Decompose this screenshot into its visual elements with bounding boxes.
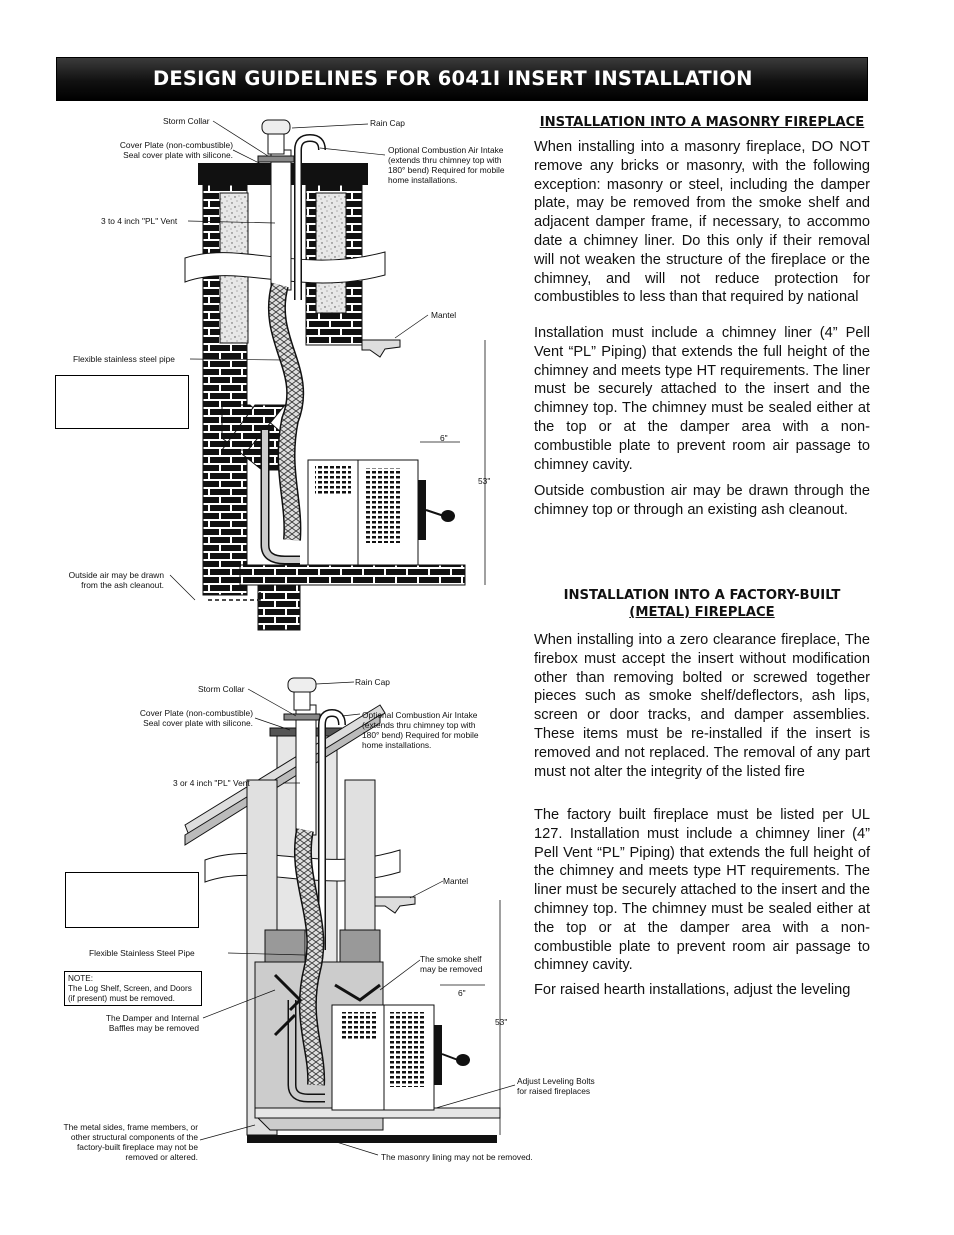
d2-mantel-label: Mantel	[443, 876, 469, 886]
masonry-paragraph-3: Outside combustion air may be drawn through the chimney top or through an existing ash cleanout.	[534, 483, 870, 518]
d2-rain-cap	[288, 678, 316, 692]
d2-smoke-shelf-label: The smoke shelf may be removed	[420, 954, 483, 974]
factory-heading-line-1: INSTALLATION INTO A FACTORY-BUILT	[563, 588, 841, 603]
masonry-paragraph-2: Installation must include a chimney liner (4” Pell Vent “PL” Piping) that extends the full height of the chimney and meets type HT requirements. The liner must be securely attached to the insert and the chimney top. The chimney must be sealed either at the top or at the damper area with a non-combustible plate to prevent room air passage to chimney cavity.	[534, 325, 870, 473]
masonry-heading: INSTALLATION INTO A MASONRY FIREPLACE	[539, 115, 865, 130]
d2-blank-box	[65, 872, 199, 928]
d1-dim-6-label: 6"	[440, 433, 448, 443]
page-title: DESIGN GUIDELINES FOR 6041I INSERT INSTALLATION	[153, 67, 753, 90]
d2-metal-sides-label: The metal sides, frame members, or other structural components of the factory-built fireplace may not be removed or altered.	[63, 1122, 198, 1162]
d1-air-intake-label: Optional Combustion Air Intake (extends thru chimney top with 180° bend) Required for mobile home installations.	[388, 145, 505, 185]
d2-leveling-label: Adjust Leveling Bolts for raised fireplaces	[517, 1076, 595, 1096]
d2-cover-plate-label: Cover Plate (non-combustible) Seal cover plate with silicone.	[139, 708, 253, 728]
d2-rain-cap-label: Rain Cap	[355, 677, 390, 687]
d1-cover-plate-label: Cover Plate (non-combustible) Seal cover plate with silicone.	[119, 140, 233, 160]
factory-paragraph-3: For raised hearth installations, adjust the leveling	[534, 982, 851, 998]
factory-heading-line-2: (METAL) FIREPLACE	[629, 605, 775, 620]
d1-outside-air-label: Outside air may be drawn from the ash cleanout.	[68, 570, 164, 590]
floor	[247, 1135, 497, 1143]
d2-dim-6-label: 6"	[458, 988, 466, 998]
d1-flex-pipe-label: Flexible stainless steel pipe	[73, 354, 175, 364]
d2-damper-label: The Damper and Internal Baffles may be removed	[105, 1013, 199, 1033]
d1-storm-collar-label: Storm Collar	[163, 116, 210, 126]
d1-mantel-label: Mantel	[431, 310, 457, 320]
d2-masonry-lining-label: The masonry lining may not be removed.	[381, 1152, 533, 1162]
d2-vent-label: 3 or 4 inch "PL" Vent	[173, 778, 250, 788]
d1-vent-label: 3 to 4 inch "PL" Vent	[101, 216, 178, 226]
d1-rain-cap-label: Rain Cap	[370, 118, 405, 128]
masonry-paragraph-1: When installing into a masonry fireplace, DO NOT remove any bricks or masonry, with the following exception: masonry or steel, including the damper plate, may be removed from the smoke shelf and adjacent damper frame, if necessary, to accommo date a chimney liner. Do this only if their removal will not weaken the structure of the fireplace or the chimney, and will not reduce protection for combustibles to less than that required by national	[534, 139, 870, 306]
d2-flex-pipe-label: Flexible Stainless Steel Pipe	[89, 948, 195, 958]
d1-dim-53-label: 53"	[478, 476, 491, 486]
factory-paragraph-2: The factory built fireplace must be listed per UL 127. Installation must include a chimney liner (4” Pell Vent “PL” Piping) that extends the full height of the chimney and meets type HT requirements. The liner must be securely attached to the insert and the chimney top. The chimney must be sealed either at the top or at the damper area with a non-combustible plate to prevent room air passage to chimney cavity.	[534, 807, 870, 974]
d2-note-box: NOTE: The Log Shelf, Screen, and Doors (if present) must be removed.	[64, 971, 202, 1006]
d2-air-intake-label: Optional Combustion Air Intake (extends thru chimney top with 180° bend) Required for mobile home installations.	[362, 710, 479, 750]
d2-dim-53-label: 53"	[495, 1017, 508, 1027]
d2-storm-collar-label: Storm Collar	[198, 684, 245, 694]
factory-paragraph-1: When installing into a zero clearance fireplace, The firebox must accept the insert without modification other than removing bolted or screwed together pieces such as smoke shelf/deflectors, ash lips, screen or door tracks, and damper assemblies. These items must be re-installed if the insert is removed and not replaced. The removal of any part must not alter the integrity of the listed fire	[534, 632, 870, 780]
